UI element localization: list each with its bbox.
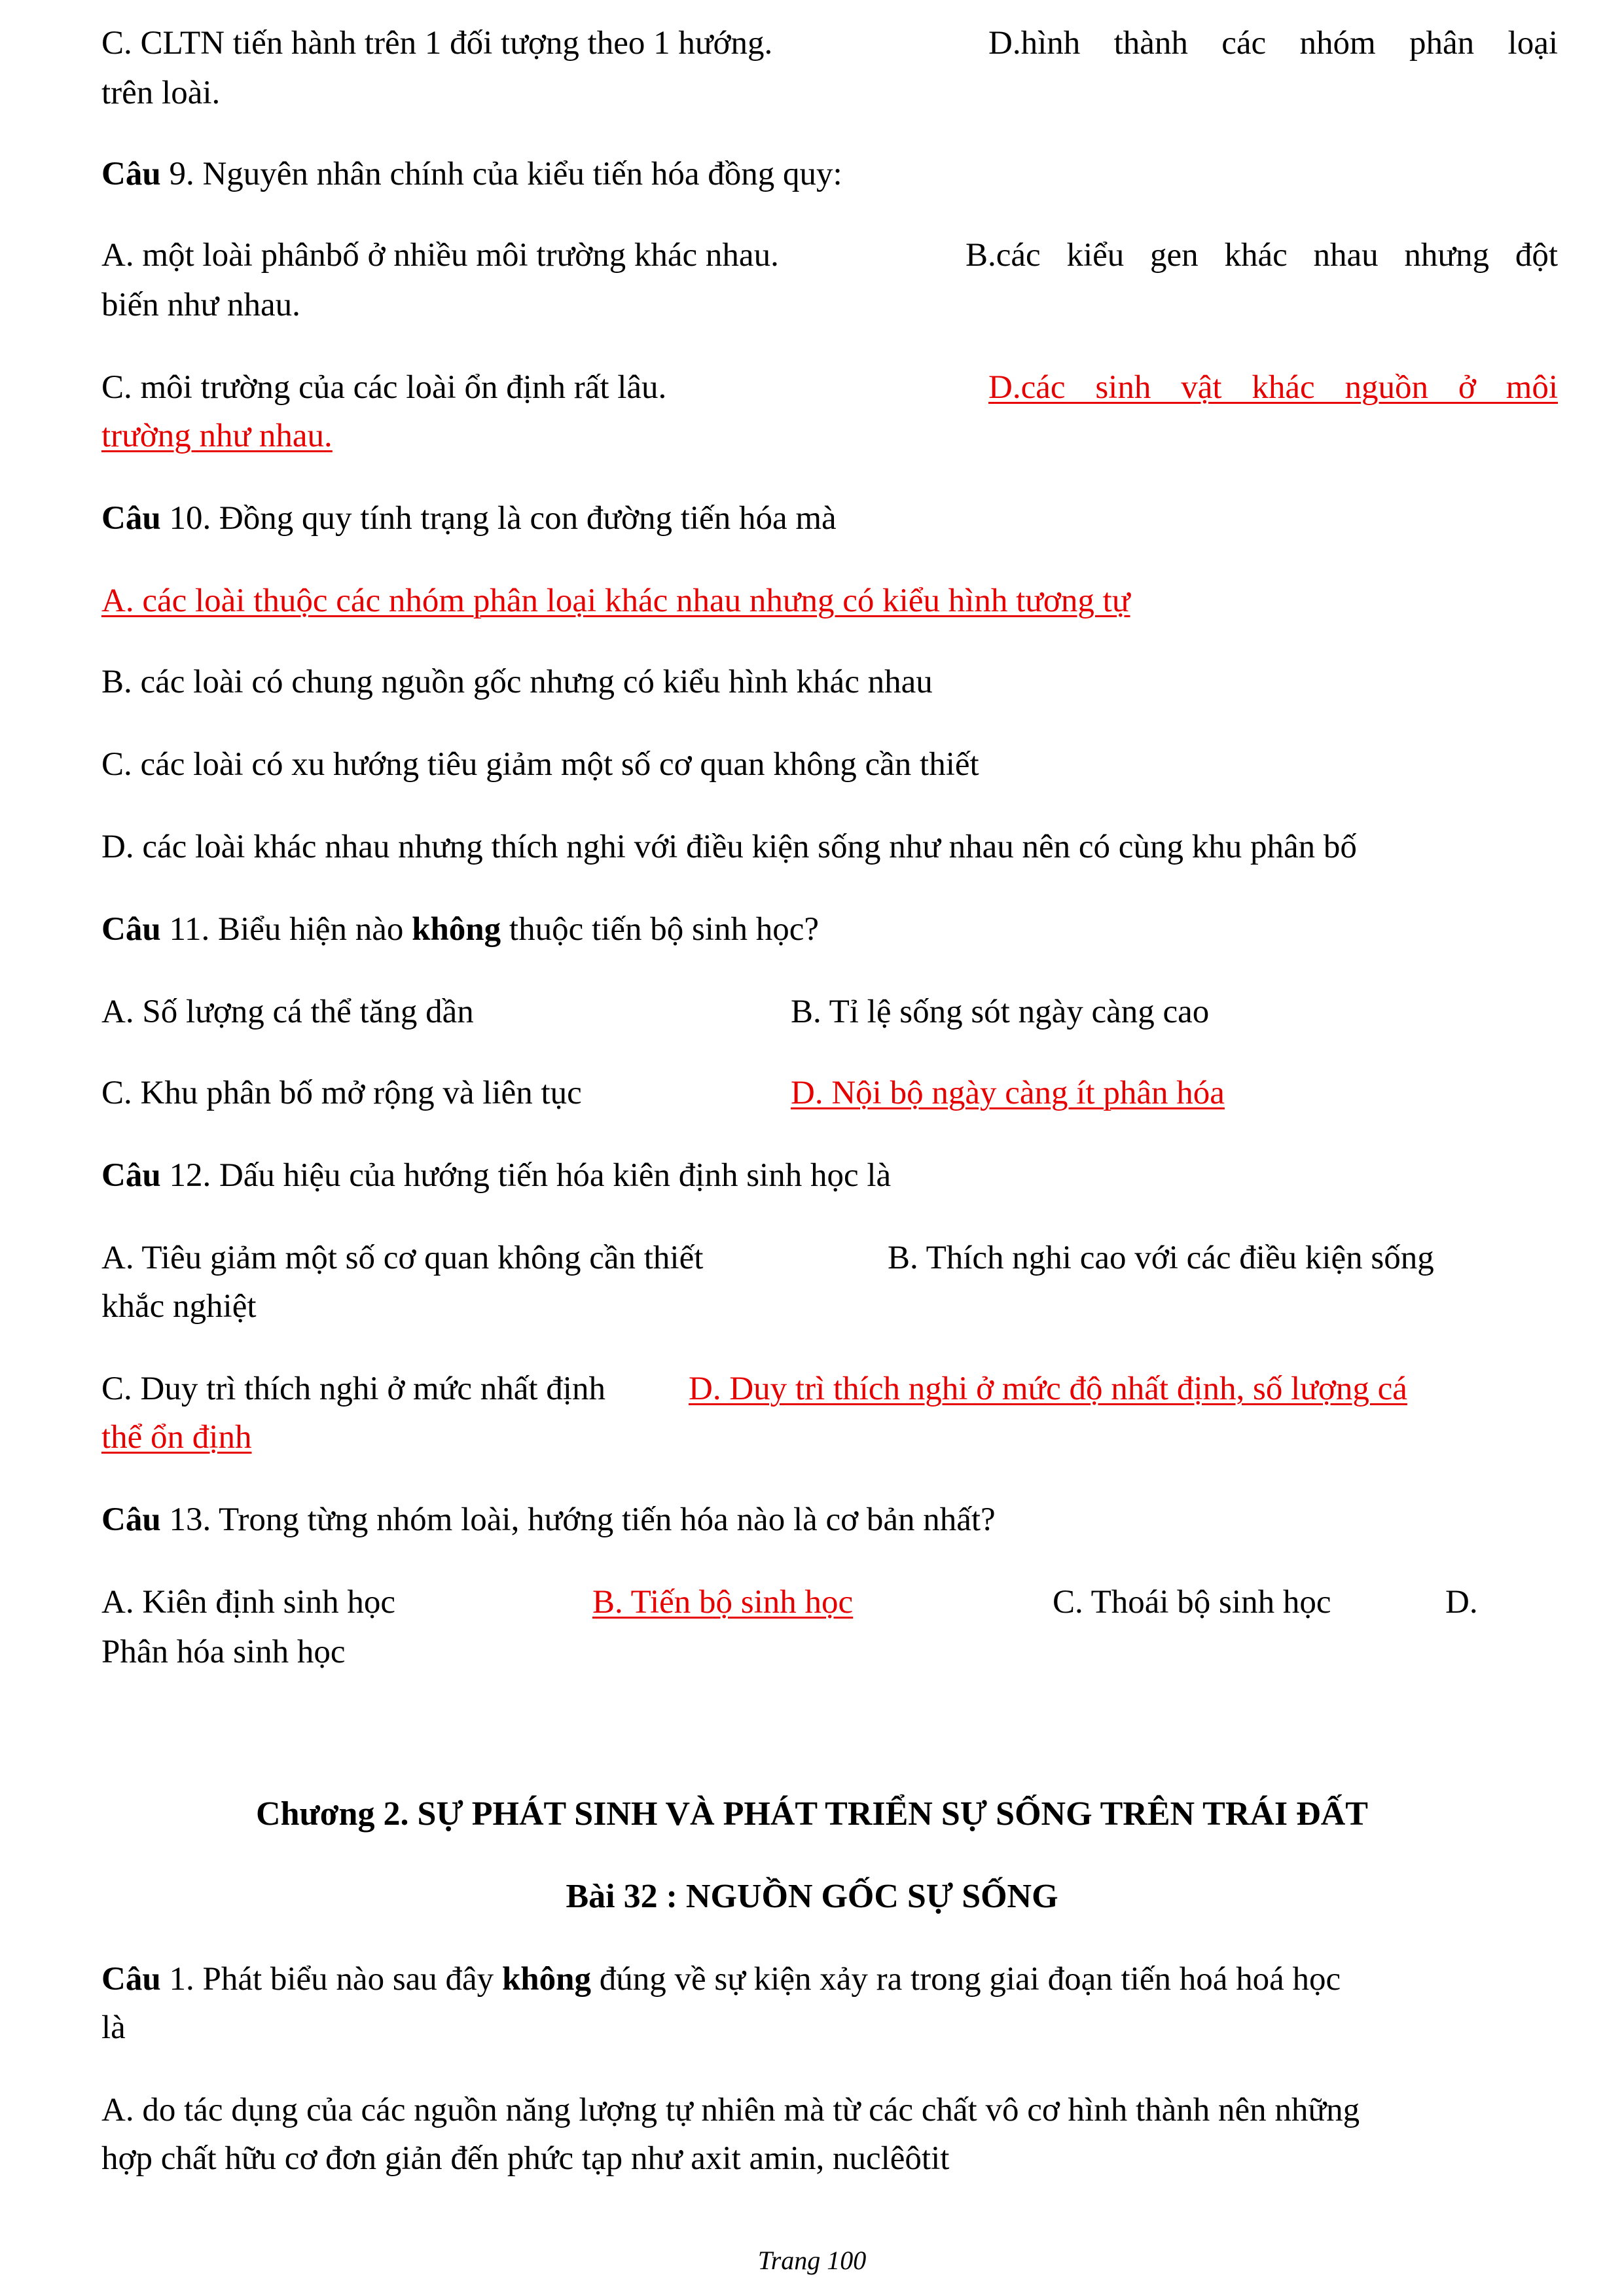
- q13-option-d-line1: D.: [1445, 1584, 1478, 1621]
- q13-stem: Câu 13. Trong từng nhóm loài, hướng tiến hóa nào là cơ bản nhất?: [101, 1501, 996, 1538]
- q10-option-d: D. các loài khác nhau nhưng thích nghi với điều kiện sống như nhau nên có cùng khu phân bố: [101, 829, 1357, 865]
- q10-stem: Câu 10. Đồng quy tính trạng là con đường tiến hóa mà: [101, 500, 837, 537]
- q13-option-a: A. Kiên định sinh học: [101, 1584, 396, 1621]
- q12-option-a: A. Tiêu giảm một số cơ quan không cần thiết: [101, 1240, 704, 1276]
- q8-option-c: C. CLTN tiến hành trên 1 đối tượng theo 1 hướng.: [101, 25, 773, 62]
- q12-option-d-answer-line2: thể ổn định: [101, 1419, 252, 1456]
- q13-option-c: C. Thoái bộ sinh học: [1053, 1584, 1331, 1621]
- q13-option-b-answer: B. Tiến bộ sinh học: [592, 1584, 854, 1621]
- chapter-title: Chương 2. SỰ PHÁT SINH VÀ PHÁT TRIỂN SỰ SỐNG TRÊN TRÁI ĐẤT: [256, 1795, 1368, 1833]
- q13-option-d-line2: Phân hóa sinh học: [101, 1634, 346, 1670]
- q10-option-c: C. các loài có xu hướng tiêu giảm một số cơ quan không cần thiết: [101, 746, 979, 783]
- q9-stem: Câu 9. Nguyên nhân chính của kiểu tiến hóa đồng quy:: [101, 156, 842, 192]
- q10-option-b: B. các loài có chung nguồn gốc nhưng có kiểu hình khác nhau: [101, 664, 933, 700]
- q11-stem: Câu 11. Biểu hiện nào không thuộc tiến bộ sinh học?: [101, 911, 819, 948]
- q9-option-b-line1: B.các kiểu gen khác nhau nhưng đột: [965, 237, 1558, 274]
- b32-q1-stem-line2: là: [101, 2009, 126, 2046]
- q12-option-b-line1: B. Thích nghi cao với các điều kiện sống: [888, 1240, 1434, 1276]
- q12-option-c: C. Duy trì thích nghi ở mức nhất định: [101, 1371, 605, 1407]
- lesson-title: Bài 32 : NGUỒN GỐC SỰ SỐNG: [566, 1878, 1058, 1915]
- q9-option-c: C. môi trường của các loài ổn định rất lâu.: [101, 369, 667, 406]
- b32-q1-option-a-line1: A. do tác dụng của các nguồn năng lượng tự nhiên mà từ các chất vô cơ hình thành nên những: [101, 2092, 1360, 2128]
- b32-q1-option-a-line2: hợp chất hữu cơ đơn giản đến phức tạp như axit amin, nuclêôtit: [101, 2140, 950, 2177]
- q11-option-d-answer: D. Nội bộ ngày càng ít phân hóa: [791, 1075, 1225, 1111]
- page-number: Trang 100: [757, 2246, 867, 2275]
- q8-option-d-line2: trên loài.: [101, 75, 221, 111]
- q9-option-d-answer-line1: D.các sinh vật khác nguồn ở môi: [988, 369, 1558, 406]
- q10-option-a-answer: A. các loài thuộc các nhóm phân loại khác nhau nhưng có kiểu hình tương tự: [101, 583, 1130, 619]
- q12-option-b-line2: khắc nghiệt: [101, 1288, 257, 1325]
- q11-option-c: C. Khu phân bố mở rộng và liên tục: [101, 1075, 582, 1111]
- q12-option-d-answer-line1: D. Duy trì thích nghi ở mức độ nhất định, số lượng cá: [689, 1371, 1407, 1407]
- q9-option-b-line2: biến như nhau.: [101, 287, 300, 323]
- q8-option-d-line1: D.hình thành các nhóm phân loại: [988, 25, 1558, 62]
- q9-option-d-answer-line2: trường như nhau.: [101, 418, 333, 454]
- q9-option-a: A. một loài phânbố ở nhiều môi trường khác nhau.: [101, 237, 779, 274]
- b32-q1-stem: Câu 1. Phát biểu nào sau đây không đúng về sự kiện xảy ra trong giai đoạn tiến hoá hoá học: [101, 1961, 1341, 1998]
- q12-stem: Câu 12. Dấu hiệu của hướng tiến hóa kiên định sinh học là: [101, 1157, 892, 1194]
- q11-option-a: A. Số lượng cá thể tăng dần: [101, 994, 474, 1030]
- q11-option-b: B. Tỉ lệ sống sót ngày càng cao: [791, 994, 1210, 1030]
